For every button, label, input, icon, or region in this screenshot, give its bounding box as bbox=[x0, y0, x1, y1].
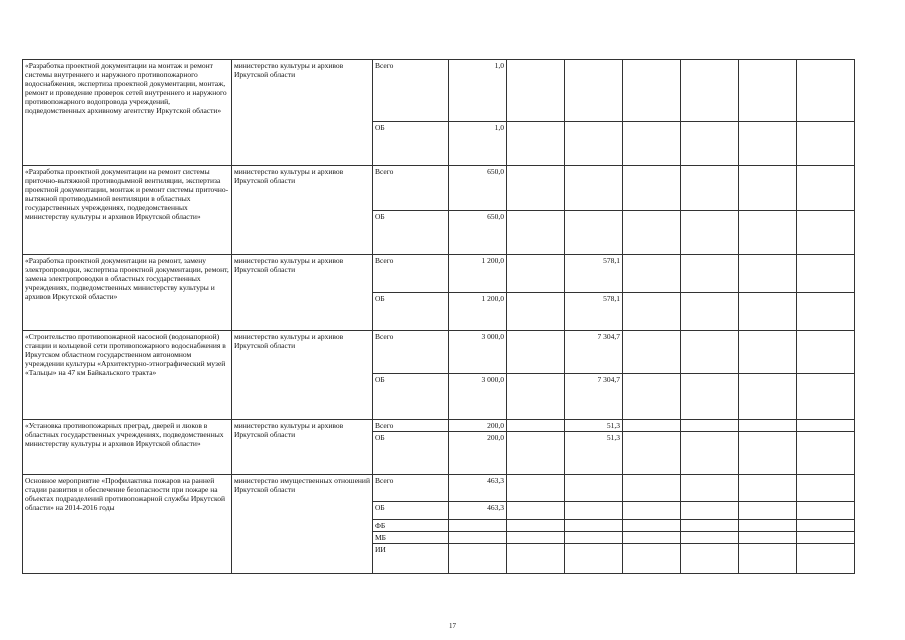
empty-cell bbox=[797, 502, 855, 520]
empty-cell bbox=[739, 532, 797, 544]
empty-cell bbox=[797, 211, 855, 255]
empty-cell bbox=[623, 211, 681, 255]
amount-cell: 3 000,0 bbox=[449, 331, 507, 374]
amount-cell bbox=[565, 532, 623, 544]
funding-source-label: ОБ bbox=[373, 211, 449, 255]
empty-cell bbox=[681, 255, 739, 293]
empty-cell bbox=[507, 432, 565, 475]
empty-cell bbox=[623, 532, 681, 544]
empty-cell bbox=[623, 544, 681, 574]
empty-cell bbox=[739, 331, 797, 374]
empty-cell bbox=[507, 475, 565, 502]
empty-cell bbox=[507, 60, 565, 122]
funding-source-label: Всего bbox=[373, 331, 449, 374]
empty-cell bbox=[797, 532, 855, 544]
empty-cell bbox=[797, 432, 855, 475]
amount-cell bbox=[565, 60, 623, 122]
empty-cell bbox=[623, 166, 681, 211]
empty-cell bbox=[797, 293, 855, 331]
empty-cell bbox=[681, 432, 739, 475]
empty-cell bbox=[681, 544, 739, 574]
funding-source-label: МБ bbox=[373, 532, 449, 544]
empty-cell bbox=[623, 122, 681, 166]
empty-cell bbox=[623, 520, 681, 532]
empty-cell bbox=[739, 374, 797, 420]
empty-cell bbox=[681, 532, 739, 544]
empty-cell bbox=[739, 293, 797, 331]
amount-cell bbox=[565, 211, 623, 255]
empty-cell bbox=[739, 475, 797, 502]
amount-cell: 650,0 bbox=[449, 211, 507, 255]
empty-cell bbox=[739, 122, 797, 166]
empty-cell bbox=[739, 432, 797, 475]
amount-cell: 463,3 bbox=[449, 502, 507, 520]
empty-cell bbox=[623, 255, 681, 293]
empty-cell bbox=[739, 502, 797, 520]
empty-cell bbox=[507, 331, 565, 374]
empty-cell bbox=[507, 211, 565, 255]
funding-source-label: ИИ bbox=[373, 544, 449, 574]
empty-cell bbox=[797, 60, 855, 122]
funding-source-label: ОБ bbox=[373, 432, 449, 475]
amount-cell: 200,0 bbox=[449, 420, 507, 432]
amount-cell bbox=[449, 520, 507, 532]
empty-cell bbox=[507, 520, 565, 532]
funding-source-label: Всего bbox=[373, 255, 449, 293]
empty-cell bbox=[739, 211, 797, 255]
empty-cell bbox=[739, 544, 797, 574]
funding-source-label: Всего bbox=[373, 60, 449, 122]
table-row bbox=[23, 331, 855, 374]
empty-cell bbox=[681, 166, 739, 211]
amount-cell: 7 304,7 bbox=[565, 331, 623, 374]
funding-source-label: Всего bbox=[373, 166, 449, 211]
empty-cell bbox=[507, 544, 565, 574]
amount-cell bbox=[565, 166, 623, 211]
amount-cell: 51,3 bbox=[565, 420, 623, 432]
executor: министерство культуры и архивов Иркутской области bbox=[232, 60, 373, 166]
empty-cell bbox=[797, 544, 855, 574]
empty-cell bbox=[623, 475, 681, 502]
empty-cell bbox=[507, 374, 565, 420]
amount-cell bbox=[565, 502, 623, 520]
program-table bbox=[22, 59, 855, 574]
executor: министерство культуры и архивов Иркутской области bbox=[232, 420, 373, 475]
amount-cell bbox=[449, 544, 507, 574]
amount-cell: 463,3 bbox=[449, 475, 507, 502]
empty-cell bbox=[681, 502, 739, 520]
activity-name: «Строительство противопожарной насосной (водонапорной) станции и кольцевой сети противопожарного водоснабжения в Иркутском областном государственном автономном учреждении культуры «Архитектурно-этнографический музей «Тальцы» на 47 км Байкальского тракта» bbox=[23, 331, 232, 420]
empty-cell bbox=[797, 122, 855, 166]
amount-cell bbox=[565, 520, 623, 532]
empty-cell bbox=[797, 475, 855, 502]
empty-cell bbox=[507, 122, 565, 166]
amount-cell: 1,0 bbox=[449, 60, 507, 122]
executor: министерство имущественных отношений Иркутской области bbox=[232, 475, 373, 574]
empty-cell bbox=[739, 520, 797, 532]
activity-name: «Разработка проектной документации на ремонт системы приточно-вытяжной противодымной вентиляции, экспертиза проектной документации, монтаж и ремонт системы приточно-вытяжной противодымной вентиляции в областных государственных учреждениях, подведомственных министерству культуры и архивов Иркутской области» bbox=[23, 166, 232, 255]
empty-cell bbox=[739, 420, 797, 432]
amount-cell bbox=[565, 475, 623, 502]
amount-cell bbox=[565, 544, 623, 574]
amount-cell: 3 000,0 bbox=[449, 374, 507, 420]
activity-name: «Разработка проектной документации на монтаж и ремонт системы внутреннего и наружного противопожарного водоснабжения, экспертиза проектной документации, монтаж, ремонт и проведение проверок сетей внутреннего и наружного противопожарного водопровода учреждений, подведомственных архивному агентству Иркутской области» bbox=[23, 60, 232, 166]
amount-cell: 200,0 bbox=[449, 432, 507, 475]
empty-cell bbox=[739, 255, 797, 293]
empty-cell bbox=[739, 60, 797, 122]
empty-cell bbox=[797, 331, 855, 374]
table-row bbox=[23, 420, 855, 432]
empty-cell bbox=[681, 293, 739, 331]
executor: министерство культуры и архивов Иркутской области bbox=[232, 166, 373, 255]
empty-cell bbox=[623, 420, 681, 432]
empty-cell bbox=[507, 166, 565, 211]
empty-cell bbox=[797, 374, 855, 420]
activity-name: Основное мероприятие «Профилактика пожаров на ранней стадии развития и обеспечение безопасности при пожаре на объектах подразделений противопожарной службы Иркутской области» на 2014-2016 годы bbox=[23, 475, 232, 574]
funding-source-label: Всего bbox=[373, 420, 449, 432]
funding-source-label: ОБ bbox=[373, 293, 449, 331]
table-row bbox=[23, 60, 855, 122]
empty-cell bbox=[507, 420, 565, 432]
empty-cell bbox=[797, 520, 855, 532]
executor: министерство культуры и архивов Иркутской области bbox=[232, 331, 373, 420]
amount-cell: 1 200,0 bbox=[449, 255, 507, 293]
funding-source-label: ФБ bbox=[373, 520, 449, 532]
empty-cell bbox=[681, 475, 739, 502]
amount-cell: 578,1 bbox=[565, 293, 623, 331]
activity-name: «Установка противопожарных преград, дверей и люков в областных государственных учреждениях, подведомственных министерству культуры и архивов Иркутской области» bbox=[23, 420, 232, 475]
empty-cell bbox=[739, 166, 797, 211]
empty-cell bbox=[681, 60, 739, 122]
empty-cell bbox=[681, 211, 739, 255]
empty-cell bbox=[797, 420, 855, 432]
amount-cell: 1,0 bbox=[449, 122, 507, 166]
funding-source-label: ОБ bbox=[373, 122, 449, 166]
empty-cell bbox=[623, 60, 681, 122]
table-row bbox=[23, 166, 855, 211]
amount-cell bbox=[565, 122, 623, 166]
funding-source-label: ОБ bbox=[373, 502, 449, 520]
empty-cell bbox=[797, 166, 855, 211]
empty-cell bbox=[623, 293, 681, 331]
amount-cell: 578,1 bbox=[565, 255, 623, 293]
table-row bbox=[23, 475, 855, 502]
empty-cell bbox=[507, 532, 565, 544]
amount-cell: 51,3 bbox=[565, 432, 623, 475]
empty-cell bbox=[623, 432, 681, 475]
empty-cell bbox=[681, 122, 739, 166]
empty-cell bbox=[507, 255, 565, 293]
empty-cell bbox=[797, 255, 855, 293]
executor: министерство культуры и архивов Иркутской области bbox=[232, 255, 373, 331]
amount-cell: 1 200,0 bbox=[449, 293, 507, 331]
page-number: 17 bbox=[449, 622, 456, 630]
empty-cell bbox=[623, 331, 681, 374]
empty-cell bbox=[623, 374, 681, 420]
empty-cell bbox=[507, 293, 565, 331]
activity-name: «Разработка проектной документации на ремонт, замену электропроводки, экспертиза проектной документации, ремонт, замена электропроводки в областных государственных учреждениях, подведомственных министерству культуры и архивов Иркутской области» bbox=[23, 255, 232, 331]
empty-cell bbox=[681, 331, 739, 374]
funding-source-label: Всего bbox=[373, 475, 449, 502]
amount-cell: 7 304,7 bbox=[565, 374, 623, 420]
empty-cell bbox=[623, 502, 681, 520]
empty-cell bbox=[681, 420, 739, 432]
funding-source-label: ОБ bbox=[373, 374, 449, 420]
amount-cell: 650,0 bbox=[449, 166, 507, 211]
table-row bbox=[23, 255, 855, 293]
empty-cell bbox=[681, 520, 739, 532]
empty-cell bbox=[507, 502, 565, 520]
amount-cell bbox=[449, 532, 507, 544]
empty-cell bbox=[681, 374, 739, 420]
